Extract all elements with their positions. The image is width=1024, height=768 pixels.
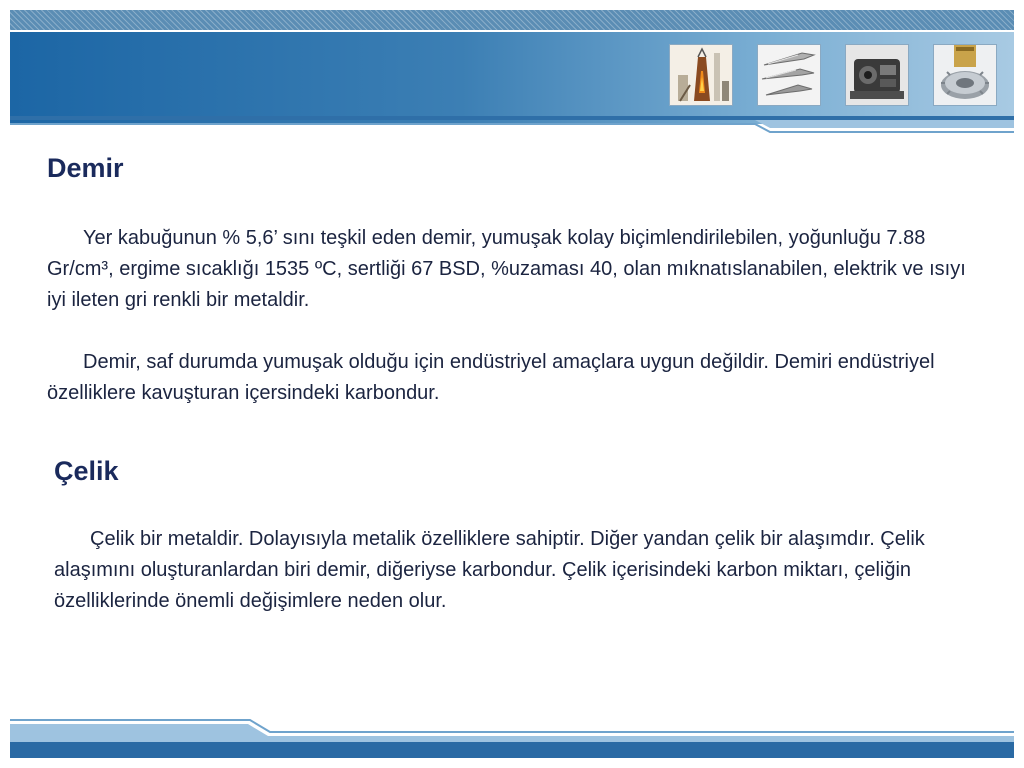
blast-furnace-image <box>669 44 733 106</box>
footer-band <box>0 718 1024 768</box>
gear-image <box>933 44 997 106</box>
section-heading-demir: Demir <box>47 153 124 183</box>
machine-part-image <box>845 44 909 106</box>
celik-paragraph-1: Çelik bir metaldir. Dolayısıyla metalik özelliklere sahiptir. Diğer yandan çelik bir alaşımdır. Çelik alaşımını oluşturanlardan biri demir, diğeriyse karbondur. Çelik içerisindeki karbon miktarı, çeliğin özelliklerinde önemli değişimlere neden olur. <box>54 528 925 612</box>
header-underline <box>0 116 1024 146</box>
demir-paragraph-2: Demir, saf durumda yumuşak olduğu için endüstriyel amaçlara uygun değildir. Demiri endüstriyel özelliklere kavuşturan içersindeki karbondur. <box>47 351 935 404</box>
top-stripe <box>10 10 1014 30</box>
demir-paragraph-1: Yer kabuğunun % 5,6’ sını teşkil eden demir, yumuşak kolay biçimlendirilebilen, yoğunluğu 7.88 Gr/cm³, ergime sıcaklığı 1535 ºC, sertliği 67 BSD, %uzaması 40, olan mıknatıslanabilen, elektrik ve ısıyı iyi ileten gri renkli bir metaldir. <box>47 227 966 311</box>
drill-bits-image <box>757 44 821 106</box>
section-heading-celik: Çelik <box>54 456 119 486</box>
